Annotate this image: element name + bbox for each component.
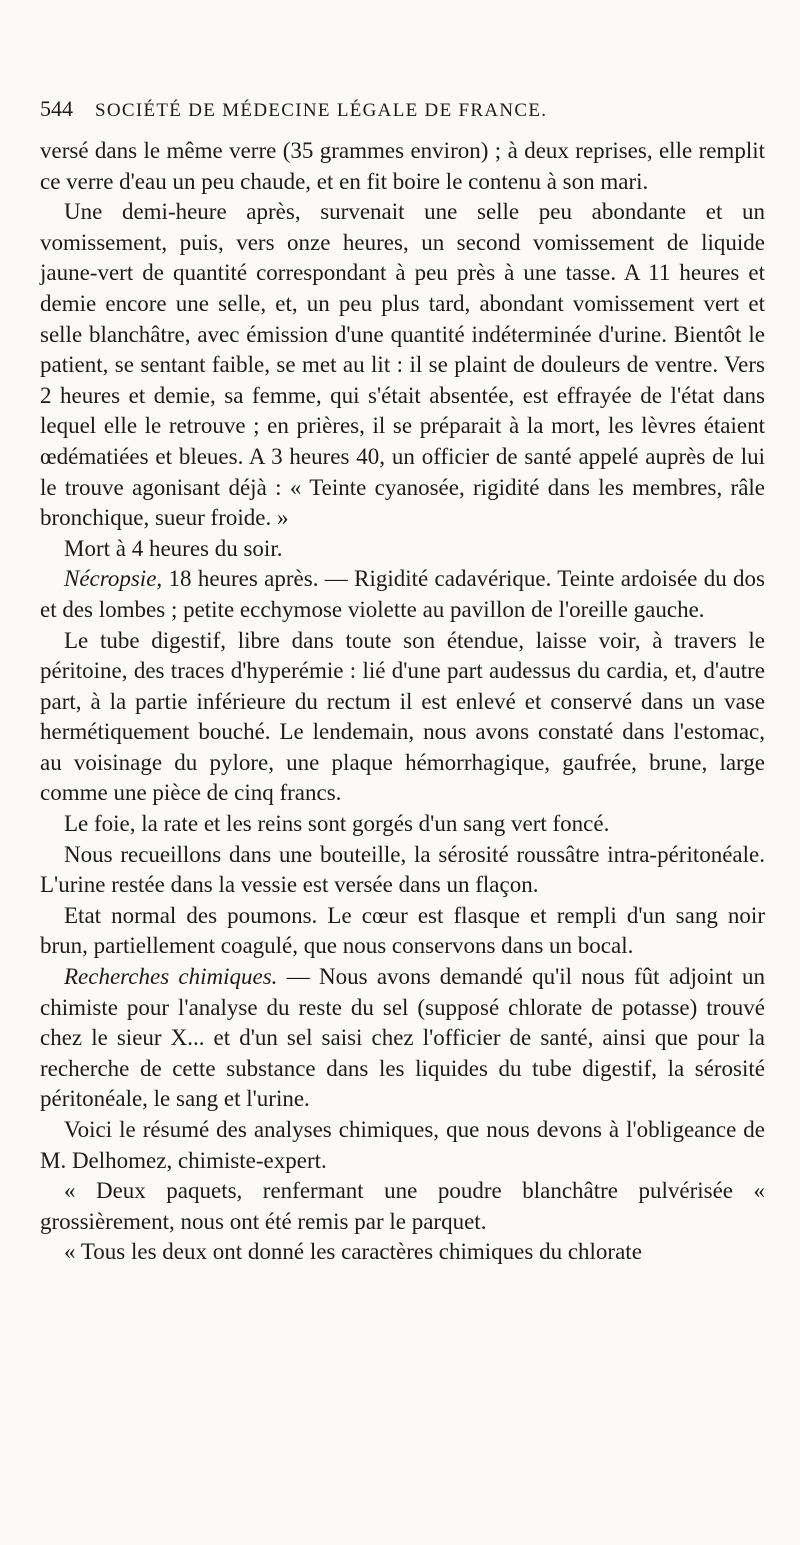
page-number: 544 [40, 96, 73, 121]
paragraph: « Tous les deux ont donné les caractères chimiques du chlorate [64, 1239, 642, 1265]
paragraph: Recherches chimiques. — Nous avons demandé qu'il nous fût adjoint un chimiste pour l'analyse du reste du sel (supposé chlorate de potasse) trouvé chez le sieur X... et d'un sel saisi chez l'officier de santé, ainsi que pour la recherche de cette substance dans les liquides du tube digestif, la sérosité péritonéale, le sang et l'urine. [40, 964, 765, 1112]
section-lead: Nécropsie, [64, 566, 163, 592]
paragraph: Nous recueillons dans une bouteille, la sérosité roussâtre intra-péritonéale. L'urine restée dans la vessie est versée dans un flaçon. [40, 841, 765, 898]
paragraph: Nécropsie, 18 heures après. — Rigidité cadavérique. Teinte ardoisée du dos et des lombes ; petite ecchymose violette au pavillon de l'oreille gauche. [40, 566, 765, 622]
paragraph: « Deux paquets, renfermant une poudre blanchâtre pulvérisée « grossièrement, nous ont été remis par le parquet. [40, 1178, 765, 1234]
paragraph: Voici le résumé des analyses chimiques, que nous devons à l'obligeance de M. Delhomez, chimiste-expert. [40, 1117, 765, 1173]
paragraph: Mort à 4 heures du soir. [64, 535, 283, 561]
running-title: SOCIÉTÉ DE MÉDECINE LÉGALE DE FRANCE. [95, 100, 548, 121]
paragraph: Etat normal des poumons. Le cœur est flasque et rempli d'un sang noir brun, partiellement coagulé, que nous conservons dans un bocal. [40, 902, 765, 959]
paragraph: versé dans le même verre (35 grammes environ) ; à deux reprises, elle remplit ce verre d'eau un peu chaude, et en fit boire le contenu à son mari. [40, 138, 765, 194]
section-lead: Recherches chimiques. [64, 964, 278, 990]
paragraph: Le foie, la rate et les reins sont gorgés d'un sang vert foncé. [64, 811, 610, 837]
paragraph: Une demi-heure après, survenait une selle peu abondante et un vomissement, puis, vers onze heures, un second vomissement de liquide jaune-vert de quantité correspondant à peu près à une tasse. A 11 heures et demie encore une selle, et, un peu plus tard, abondant vomissement vert et selle blanchâtre, avec émission d'une quantité indéterminée d'urine. Bientôt le patient, se sentant faible, se met au lit : il se plaint de douleurs de ventre. Vers 2 heures et demie, sa femme, qui s'était absentée, est effrayée de l'état dans lequel elle le retrouve ; en prières, il se préparait à la mort, les lèvres étaient œdématiées et bleues. A 3 heures 40, un officier de santé appelé auprès de lui le trouve agonisant déjà : « Teinte cyanosée, rigidité dans les membres, râle bronchique, sueur froide. » [40, 199, 765, 531]
body-text [40, 136, 765, 1268]
paragraph: Le tube digestif, libre dans toute son étendue, laisse voir, à travers le péritoine, des traces d'hyperémie : lié d'une part audessus du cardia, et, d'autre part, à la partie inférieure du rectum il est enlevé et conservé dans un vase hermétiquement bouché. Le lendemain, nous avons constaté dans l'estomac, au voisinage du pylore, une plaque hémorrhagique, gaufrée, brune, large comme une pièce de cinq francs. [40, 627, 765, 806]
page-header [40, 96, 765, 136]
document-page [40, 96, 765, 1516]
